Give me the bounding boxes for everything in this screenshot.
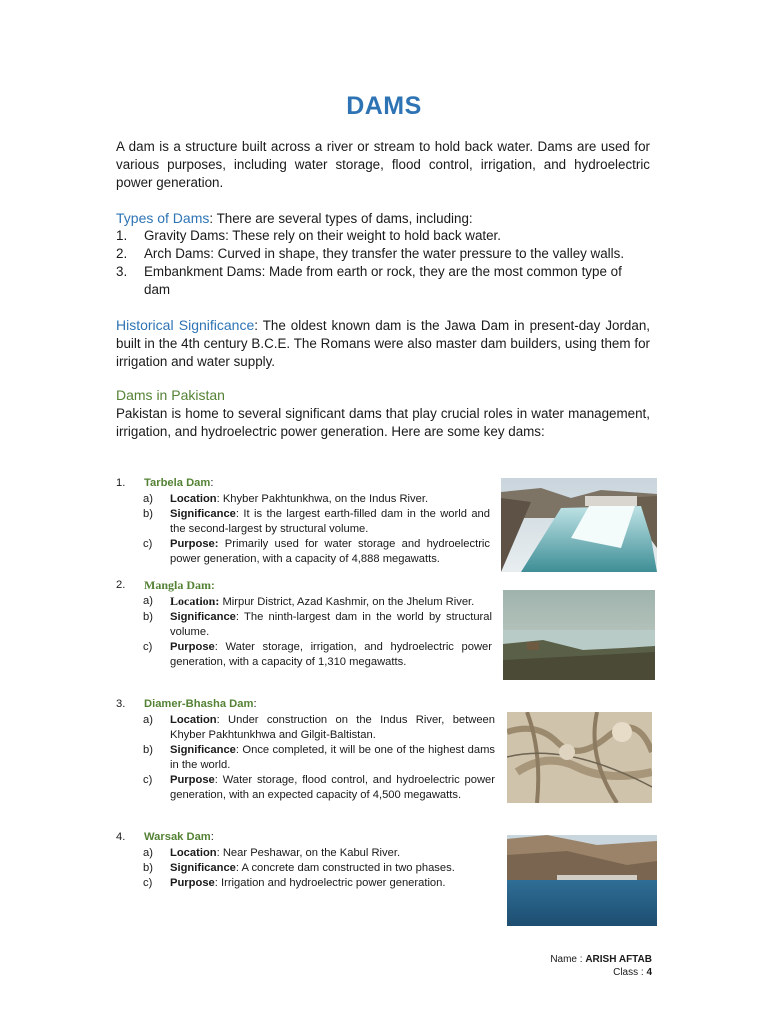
list-item: 2. Arch Dams: Curved in shape, they transfer the water pressure to the valley walls.	[116, 246, 625, 261]
class-value: 4	[646, 967, 652, 978]
diamer-bhasha-map-image	[507, 712, 652, 803]
dam-entry-diamer-bhasha: 3. Diamer-Bhasha Dam: a) Location: Under construction on the Indus River, between Khyber Pakhtunkhwa and Gilgit-Baltistan. b) Significance: Once completed, it will be one of the highest dams in the world. c) Purpose: Water storage, flood control, and hydroelectric power generation, with an expected capacity of 4,500 megawatts.	[116, 698, 495, 801]
pakistan-paragraph: Pakistan is home to several significant dams that play crucial roles in water management, irrigation, and hydroelectric power generation. Here are some key dams:	[116, 406, 650, 439]
types-list	[116, 227, 650, 299]
page-title: DAMS	[346, 92, 422, 120]
name-label: Name :	[550, 954, 586, 965]
history-paragraph: Historical Significance: The oldest known dam is the Jawa Dam in present-day Jordan, built in the 4th century B.C.E. The Romans were also master dam builders, using them for irrigation and water supply.	[116, 317, 650, 369]
tarbela-dam-photo	[501, 478, 657, 572]
types-lead-text: : There are several types of dams, including:	[209, 211, 473, 226]
dam-entry-tarbela: 1. Tarbela Dam: a) Location: Khyber Pakhtunkhwa, on the Indus River. b) Significance: It is the largest earth-filled dam in the world and the second-largest by structural volume. c) Purpose: Primarily used for water storage and hydroelectric power generation, with a capacity of 4,888 megawatts.	[116, 477, 490, 565]
dam-entry-mangla: 2. Mangla Dam: a) Location: Mirpur District, Azad Kashmir, on the Jhelum River. b) Significance: The ninth-largest dam in the world by structural volume. c) Purpose: Water storage, irrigation, and hydroelectric power generation, with a capacity of 1,310 megawatts.	[116, 578, 492, 668]
dam-entry-warsak: 4. Warsak Dam: a) Location: Near Peshawar, on the Kabul River. b) Significance: A concrete dam constructed in two phases. c) Purpose: Irrigation and hydroelectric power generation.	[116, 831, 455, 889]
name-value: ARISH AFTAB	[585, 954, 652, 965]
warsak-dam-photo	[507, 835, 657, 926]
list-item: 3. Embankment Dams: Made from earth or rock, they are the most common type of dam	[116, 264, 622, 297]
student-info	[550, 953, 652, 979]
class-label: Class :	[613, 967, 647, 978]
mangla-dam-photo	[503, 590, 655, 680]
pakistan-heading: Dams in Pakistan	[116, 387, 225, 403]
types-heading: Types of Dams	[116, 210, 210, 226]
intro-paragraph: A dam is a structure built across a river or stream to hold back water. Dams are used for various purposes, including water storage, flood control, irrigation, and hydroelectric power generation.	[116, 139, 650, 190]
history-heading: Historical Significance	[116, 317, 255, 333]
list-item: 1. Gravity Dams: These rely on their weight to hold back water.	[116, 228, 501, 243]
types-lead	[116, 209, 650, 228]
